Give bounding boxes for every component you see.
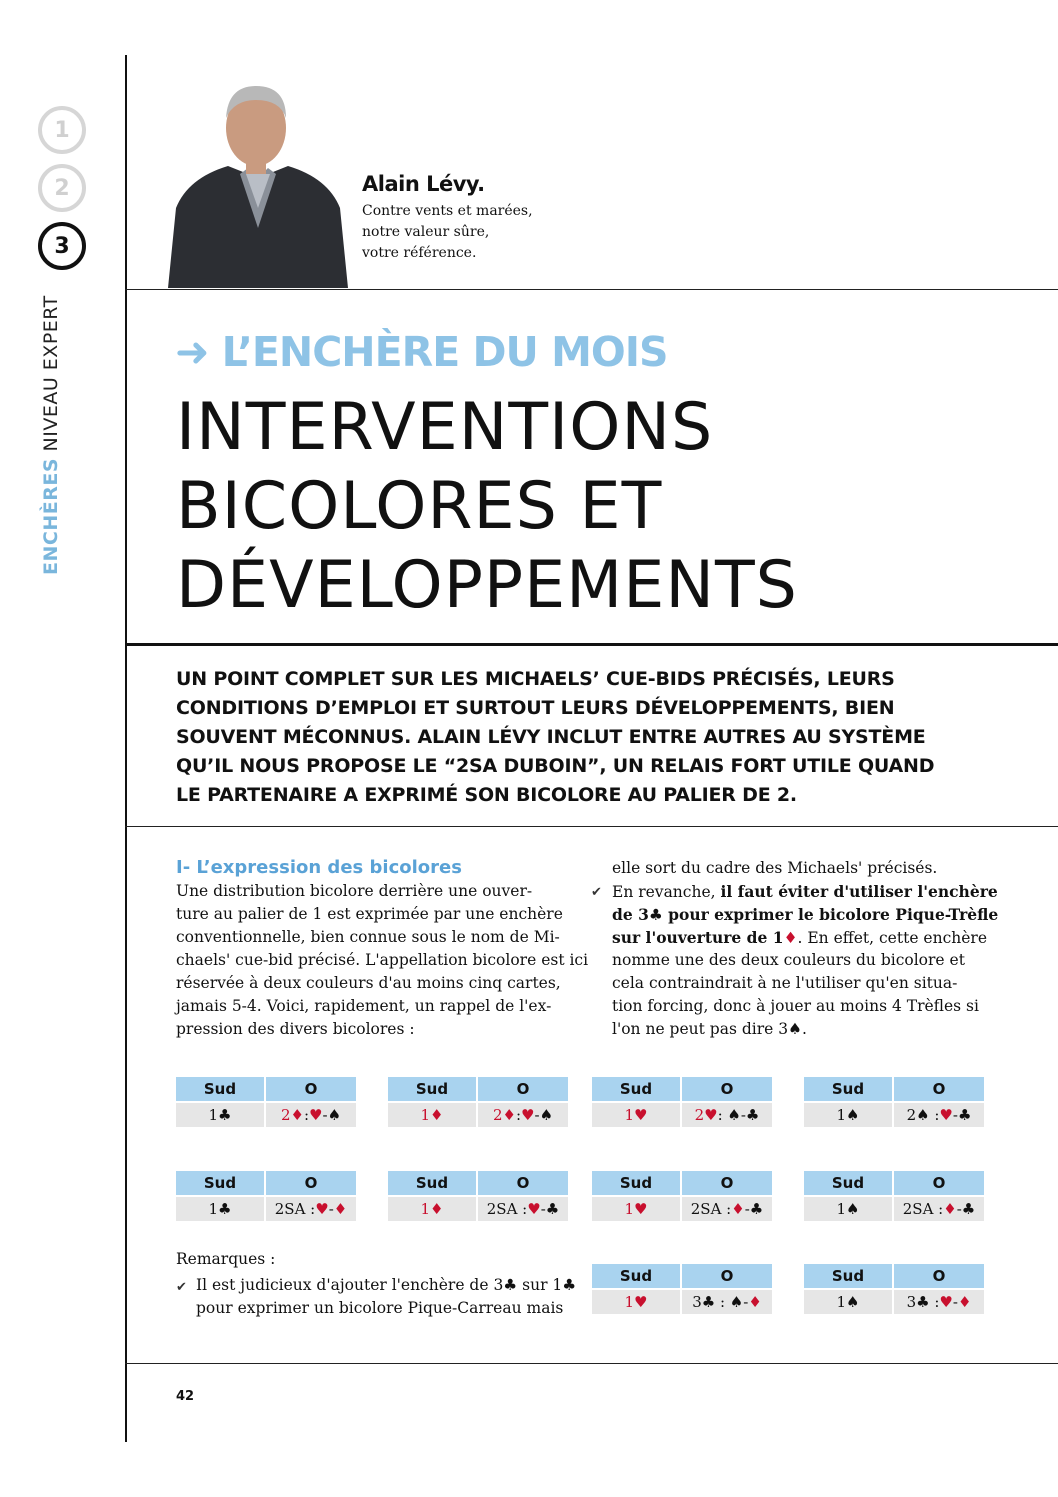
bid-table [176, 1171, 356, 1221]
body-right-line-2: de 3♣ pour exprimer le bicolore Pique-Trèfle [612, 905, 999, 924]
bid-segment: 2♥ [694, 1106, 718, 1124]
section-title: I- L’expression des bicolores [176, 857, 462, 878]
bid-segment: -♣ [744, 1200, 764, 1218]
body-right-line-3a: sur l'ouverture de 1 [612, 928, 784, 947]
bid-table-header-west: O [682, 1077, 772, 1101]
body-right-line-3c: . En effet, cette enchère [797, 929, 987, 947]
body-right-line-1b: il faut éviter d'utiliser l'enchère [720, 882, 998, 901]
body-left-line-7: pression des divers bicolores : [176, 1020, 415, 1038]
bid-segment: -♠ [322, 1106, 342, 1124]
title-rule [125, 643, 1058, 646]
footer-rule [125, 1363, 1058, 1364]
bid-segment: 1♠ [836, 1106, 860, 1124]
bid-table-header-west: O [266, 1077, 356, 1101]
bid-table-header-west: O [478, 1077, 568, 1101]
bid-table-west-bid [894, 1197, 984, 1221]
bid-table [804, 1077, 984, 1127]
bid-table-south-bid [592, 1103, 680, 1127]
bid-table-header-west: O [266, 1171, 356, 1195]
level-2-badge: 2 [38, 164, 86, 212]
bid-table-west-bid [478, 1197, 568, 1221]
bid-table-west-bid [478, 1103, 568, 1127]
body-right-line-3 [612, 928, 987, 947]
bid-table-south-bid [176, 1197, 264, 1221]
bid-segment: 2SA : [274, 1200, 316, 1218]
vertical-label-encheres: ENCHÈRES [40, 458, 62, 575]
author-tagline-3: votre référence. [362, 245, 477, 261]
bid-segment: - [952, 1293, 958, 1311]
bid-table-header-west: O [894, 1264, 984, 1288]
vertical-section-label [40, 295, 62, 575]
vertical-label-niveau: NIVEAU EXPERT [40, 295, 62, 458]
bid-table-south-bid [804, 1197, 892, 1221]
bid-table-west-bid [266, 1197, 356, 1221]
bid-table [804, 1171, 984, 1221]
left-margin-rule [125, 55, 127, 1442]
bid-table-header-south: Sud [176, 1171, 264, 1195]
bid-table-header-west: O [894, 1077, 984, 1101]
bid-segment: ♥ [315, 1200, 329, 1218]
bid-segment: : [303, 1106, 310, 1124]
body-right-line-4: nomme une des deux couleurs du bicolore et [612, 951, 965, 969]
bid-segment: 3♣ : ♠- [692, 1293, 749, 1311]
bid-table-header-west: O [682, 1264, 772, 1288]
bid-table-south-bid [804, 1290, 892, 1314]
author-photo [168, 78, 348, 288]
checkmark-icon: ✔ [591, 885, 602, 900]
bid-table-header-south: Sud [388, 1171, 476, 1195]
title-line-1: INTERVENTIONS [176, 390, 714, 465]
bid-segment: -♣ [952, 1106, 972, 1124]
bid-segment: 2♦ [492, 1106, 516, 1124]
bid-segment: 1♠ [836, 1293, 860, 1311]
body-right-line-7: l'on ne peut pas dire 3♠. [612, 1020, 807, 1038]
lead-line-4: QU’IL NOUS PROPOSE LE “2SA DUBOIN”, UN RELAIS FORT UTILE QUAND [176, 755, 935, 777]
bid-segment: ♦ [333, 1200, 348, 1218]
bid-segment: 1♦ [420, 1200, 444, 1218]
bid-segment: 2SA : [902, 1200, 944, 1218]
bid-segment: 2SA : [486, 1200, 528, 1218]
bid-segment: -♣ [540, 1200, 560, 1218]
remarks-line-1: Il est judicieux d'ajouter l'enchère de 3♣ sur 1♣ [196, 1276, 577, 1294]
remarks-line-2: pour exprimer un bicolore Pique-Carreau mais [196, 1299, 564, 1317]
bid-segment: -♣ [956, 1200, 976, 1218]
bid-segment: 1♥ [624, 1200, 648, 1218]
bid-table-south-bid [592, 1290, 680, 1314]
bid-segment: ♥ [309, 1106, 323, 1124]
bid-table-west-bid [894, 1290, 984, 1314]
bid-table [388, 1171, 568, 1221]
bid-table [176, 1077, 356, 1127]
body-right-line-0: elle sort du cadre des Michaels' précisés. [612, 859, 938, 877]
body-right-line-1a: En revanche, [612, 883, 721, 901]
bid-table-header-south: Sud [592, 1264, 680, 1288]
bid-segment: ♦ [731, 1200, 745, 1218]
page-number: 42 [176, 1389, 195, 1404]
bid-table-header-west: O [682, 1171, 772, 1195]
bid-table-south-bid [388, 1197, 476, 1221]
bid-table-header-south: Sud [804, 1171, 892, 1195]
bid-table [804, 1264, 984, 1314]
bid-table-header-west: O [894, 1171, 984, 1195]
bid-table-header-south: Sud [388, 1077, 476, 1101]
bid-segment: ♥ [939, 1293, 953, 1311]
bid-segment: 2♦ [280, 1106, 304, 1124]
body-right-line-6: tion forcing, donc à jouer au moins 4 Trèfles si [612, 997, 979, 1015]
level-3-badge: 3 [38, 222, 86, 270]
bid-table-header-south: Sud [592, 1171, 680, 1195]
bid-table [592, 1264, 772, 1314]
body-right-line-5: cela contraindrait à ne l'utiliser qu'en situa- [612, 974, 958, 992]
bid-table-header-south: Sud [804, 1264, 892, 1288]
bid-table-south-bid [592, 1197, 680, 1221]
bid-segment: 2♠ : [906, 1106, 940, 1124]
bid-table-header-south: Sud [592, 1077, 680, 1101]
bid-segment: - [328, 1200, 334, 1218]
bid-table-west-bid [682, 1290, 772, 1314]
body-left-line-4: chaels' cue-bid précisé. L'appellation bicolore est ici [176, 951, 589, 969]
bid-segment: 1♣ [208, 1106, 232, 1124]
author-tagline-2: notre valeur sûre, [362, 224, 490, 240]
bid-table-south-bid [388, 1103, 476, 1127]
bid-table-south-bid [176, 1103, 264, 1127]
title-line-3: DÉVELOPPEMENTS [176, 548, 798, 623]
author-name: Alain Lévy. [362, 172, 485, 196]
bid-segment: : ♠-♣ [717, 1106, 760, 1124]
bid-segment: 1♠ [836, 1200, 860, 1218]
bid-segment: 1♦ [420, 1106, 444, 1124]
bid-segment: 1♣ [208, 1200, 232, 1218]
bid-segment: -♠ [534, 1106, 554, 1124]
bid-table-west-bid [266, 1103, 356, 1127]
header-rule [125, 289, 1058, 290]
bid-segment: : [515, 1106, 522, 1124]
bid-segment: ♥ [521, 1106, 535, 1124]
body-right-line-1 [612, 882, 998, 901]
lead-line-2: CONDITIONS D’EMPLOI ET SURTOUT LEURS DÉVELOPPEMENTS, BIEN [176, 697, 895, 719]
level-1-badge: 1 [38, 106, 86, 154]
body-left-line-1: Une distribution bicolore derrière une ouver- [176, 882, 533, 900]
kicker: ➜ L’ENCHÈRE DU MOIS [175, 328, 668, 376]
bid-table [592, 1077, 772, 1127]
body-left-line-3: conventionnelle, bien connue sous le nom de Mi- [176, 928, 560, 946]
bid-segment: ♦ [943, 1200, 957, 1218]
bid-table-west-bid [894, 1103, 984, 1127]
bid-segment: 1♥ [624, 1106, 648, 1124]
bid-segment: ♦ [748, 1293, 762, 1311]
bid-segment: 1♥ [624, 1293, 648, 1311]
bid-table-header-south: Sud [176, 1077, 264, 1101]
bid-table-south-bid [804, 1103, 892, 1127]
lead-line-1: UN POINT COMPLET SUR LES MICHAELS’ CUE-BIDS PRÉCISÉS, LEURS [176, 668, 895, 690]
bid-table-west-bid [682, 1197, 772, 1221]
bid-table [592, 1171, 772, 1221]
bid-table [388, 1077, 568, 1127]
bid-table-header-west: O [478, 1171, 568, 1195]
body-left-line-5: réservée à deux couleurs d'au moins cinq cartes, [176, 974, 561, 992]
bid-segment: 3♣ : [906, 1293, 940, 1311]
title-line-2: BICOLORES ET [176, 469, 663, 544]
author-tagline-1: Contre vents et marées, [362, 203, 533, 219]
lead-rule [125, 826, 1058, 827]
body-left-line-2: ture au palier de 1 est exprimée par une enchère [176, 905, 563, 923]
bid-segment: ♦ [957, 1293, 972, 1311]
bid-segment: ♥ [939, 1106, 953, 1124]
lead-line-5: LE PARTENAIRE A EXPRIMÉ SON BICOLORE AU PALIER DE 2. [176, 784, 797, 806]
remarks-title: Remarques : [176, 1250, 276, 1268]
checkmark-icon: ✔ [176, 1280, 187, 1295]
body-left-line-6: jamais 5-4. Voici, rapidement, un rappel de l'ex- [176, 997, 552, 1015]
bid-table-header-south: Sud [804, 1077, 892, 1101]
lead-line-3: SOUVENT MÉCONNUS. ALAIN LÉVY INCLUT ENTRE AUTRES AU SYSTÈME [176, 726, 926, 748]
bid-segment: ♥ [527, 1200, 541, 1218]
bid-table-west-bid [682, 1103, 772, 1127]
diamond-suit-icon: ♦ [783, 928, 798, 947]
bid-segment: 2SA : [690, 1200, 732, 1218]
